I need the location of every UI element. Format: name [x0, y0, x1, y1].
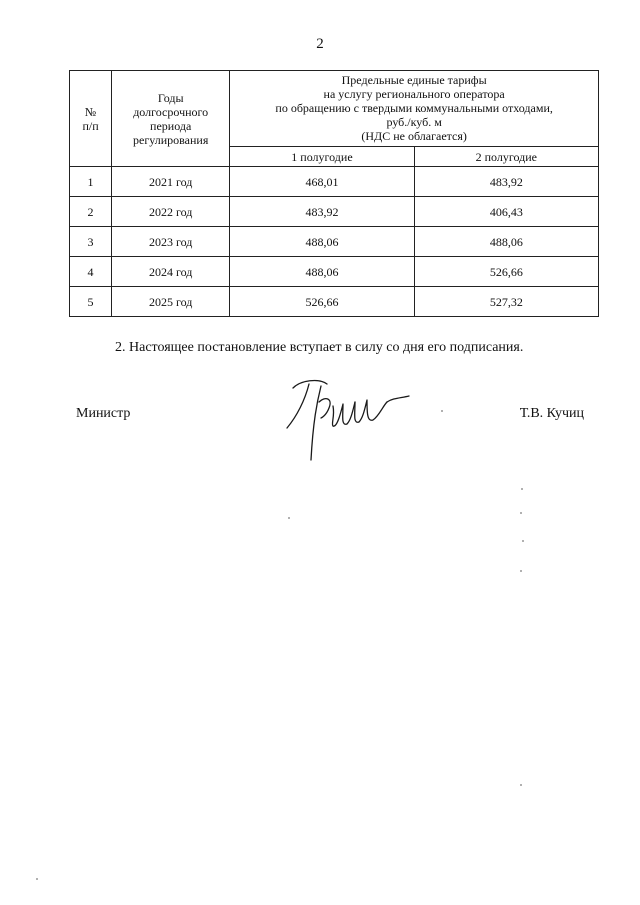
header-number-label: № п/п	[82, 104, 99, 133]
row-half2-value: 488,06	[414, 227, 598, 257]
table-row	[70, 197, 599, 227]
row-number: 1	[70, 167, 112, 197]
header-tariffs-line-2: на услугу регионального оператора	[323, 86, 505, 101]
row-number: 4	[70, 257, 112, 287]
header-tariffs-line-3: по обращению с твердыми коммунальными отходами,	[275, 100, 553, 115]
row-half1-value: 468,01	[230, 167, 414, 197]
table-row	[70, 287, 599, 317]
row-number: 5	[70, 287, 112, 317]
handwritten-signature	[275, 372, 425, 467]
scan-speck	[520, 784, 522, 786]
row-half2-value: 527,32	[414, 287, 598, 317]
header-tariffs-line-4: руб./куб. м	[386, 114, 442, 129]
row-half1-value: 526,66	[230, 287, 414, 317]
table-row	[70, 167, 599, 197]
header-tariffs-line-5: (НДС не облагается)	[361, 128, 467, 143]
table-row	[70, 227, 599, 257]
tariff-table	[69, 70, 599, 317]
row-half2-value: 483,92	[414, 167, 598, 197]
row-number: 2	[70, 197, 112, 227]
row-year: 2025 год	[112, 287, 230, 317]
header-tariffs-line-1: Предельные единые тарифы	[341, 72, 487, 87]
scan-speck	[520, 512, 522, 514]
row-number: 3	[70, 227, 112, 257]
scan-speck	[522, 540, 524, 542]
row-half1-value: 483,92	[230, 197, 414, 227]
row-year: 2022 год	[112, 197, 230, 227]
row-year: 2021 год	[112, 167, 230, 197]
header-half1: 1 полугодие	[230, 147, 414, 167]
row-half2-value: 406,43	[414, 197, 598, 227]
scan-speck	[36, 878, 38, 880]
row-year: 2024 год	[112, 257, 230, 287]
header-years-label: Годы долгосрочного периода регулирования	[133, 90, 209, 147]
row-half1-value: 488,06	[230, 227, 414, 257]
row-half2-value: 526,66	[414, 257, 598, 287]
signer-name: Т.В. Кучиц	[519, 406, 584, 421]
signer-position: Министр	[76, 406, 131, 421]
header-half2: 2 полугодие	[414, 147, 598, 167]
header-years	[112, 71, 230, 167]
scan-speck	[288, 517, 290, 519]
row-year: 2023 год	[112, 227, 230, 257]
scan-speck	[521, 488, 523, 490]
page-number: 2	[316, 36, 324, 52]
header-number	[70, 71, 112, 167]
header-tariffs	[230, 71, 599, 147]
scan-speck	[520, 570, 522, 572]
row-half1-value: 488,06	[230, 257, 414, 287]
scan-speck	[441, 410, 443, 412]
effective-date-paragraph: 2. Настоящее постановление вступает в силу со дня его подписания.	[115, 340, 524, 355]
table-row	[70, 257, 599, 287]
